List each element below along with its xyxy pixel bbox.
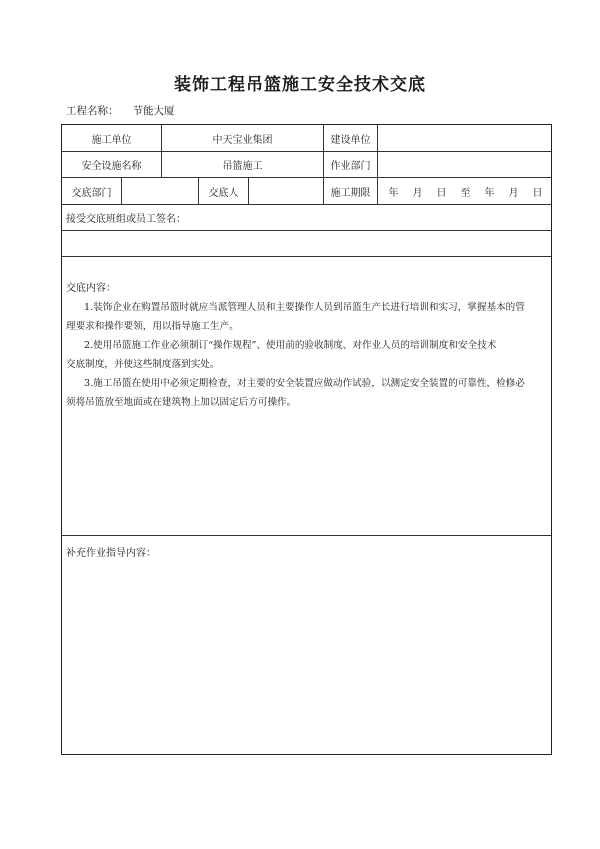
- period-year-end: 年: [484, 187, 495, 199]
- paragraph-1-line-2: 理要求和操作要领，用以指导施工生产。: [66, 321, 239, 332]
- period-label: 施工期限: [324, 178, 378, 204]
- paragraph-3-line-2: 须将吊篮放至地面或在建筑物上加以固定后方可操作。: [66, 397, 297, 408]
- period-day-end: 日: [532, 187, 543, 199]
- table-row: [62, 152, 551, 178]
- paragraph-2-line-2: 交底制度，并使这些制度落到实处。: [66, 359, 220, 370]
- construction-unit-value: 中天宝业集团: [162, 125, 324, 151]
- project-name-label: 工程名称：: [66, 105, 119, 117]
- table-row: [62, 125, 551, 152]
- period-month-start: 月: [412, 187, 423, 199]
- paragraph-1-line-1: 1.装饰企业在购置吊篮时就应当派管理人员和主要操作人员到吊篮生产长进行培训和实习，掌握基本的管: [84, 302, 525, 313]
- project-name-value: 节能大厦: [132, 105, 175, 117]
- paragraph-2-line-1: 2.使用吊篮施工作业必须制订“操作规程”、使用前的验收制度、对作业人员的培训制度和安全技术: [84, 340, 497, 351]
- facility-label: 安全设施名称: [62, 152, 162, 177]
- handover-content-area: [62, 257, 551, 536]
- handover-form-table: [61, 124, 552, 755]
- facility-value: 吊篮施工: [162, 152, 324, 177]
- builder-value: [378, 125, 553, 151]
- signature-area: [62, 231, 551, 257]
- builder-label: 建设单位: [324, 125, 378, 151]
- handover-dept-label: 交底部门: [62, 178, 122, 204]
- period-value: [378, 178, 553, 204]
- supplement-label: 补充作业指导内容：: [66, 548, 156, 559]
- period-day-start: 日: [436, 187, 447, 199]
- work-dept-label: 作业部门: [324, 152, 378, 177]
- construction-unit-label: 施工单位: [62, 125, 162, 151]
- document-title: 装饰工程吊篮施工安全技术交底: [174, 75, 426, 95]
- handover-dept-value: [122, 178, 199, 204]
- period-to: 至: [460, 187, 471, 199]
- handover-person-value: [249, 178, 324, 204]
- period-year-start: 年: [388, 187, 399, 199]
- table-row: [62, 178, 551, 205]
- content-label: 交底内容：: [66, 283, 116, 294]
- paragraph-3-line-1: 3.施工吊篮在使用中必须定期检查，对主要的安全装置应做动作试验，以测定安全装置的可靠性，检修必: [84, 378, 525, 389]
- project-name-line: [66, 103, 175, 118]
- table-row: [62, 205, 551, 231]
- period-month-end: 月: [508, 187, 519, 199]
- content-paragraphs: [66, 298, 544, 412]
- work-dept-value: [378, 152, 553, 177]
- signature-label: 接受交底班组或员工签名：: [66, 214, 186, 225]
- handover-person-label: 交底人: [199, 178, 249, 204]
